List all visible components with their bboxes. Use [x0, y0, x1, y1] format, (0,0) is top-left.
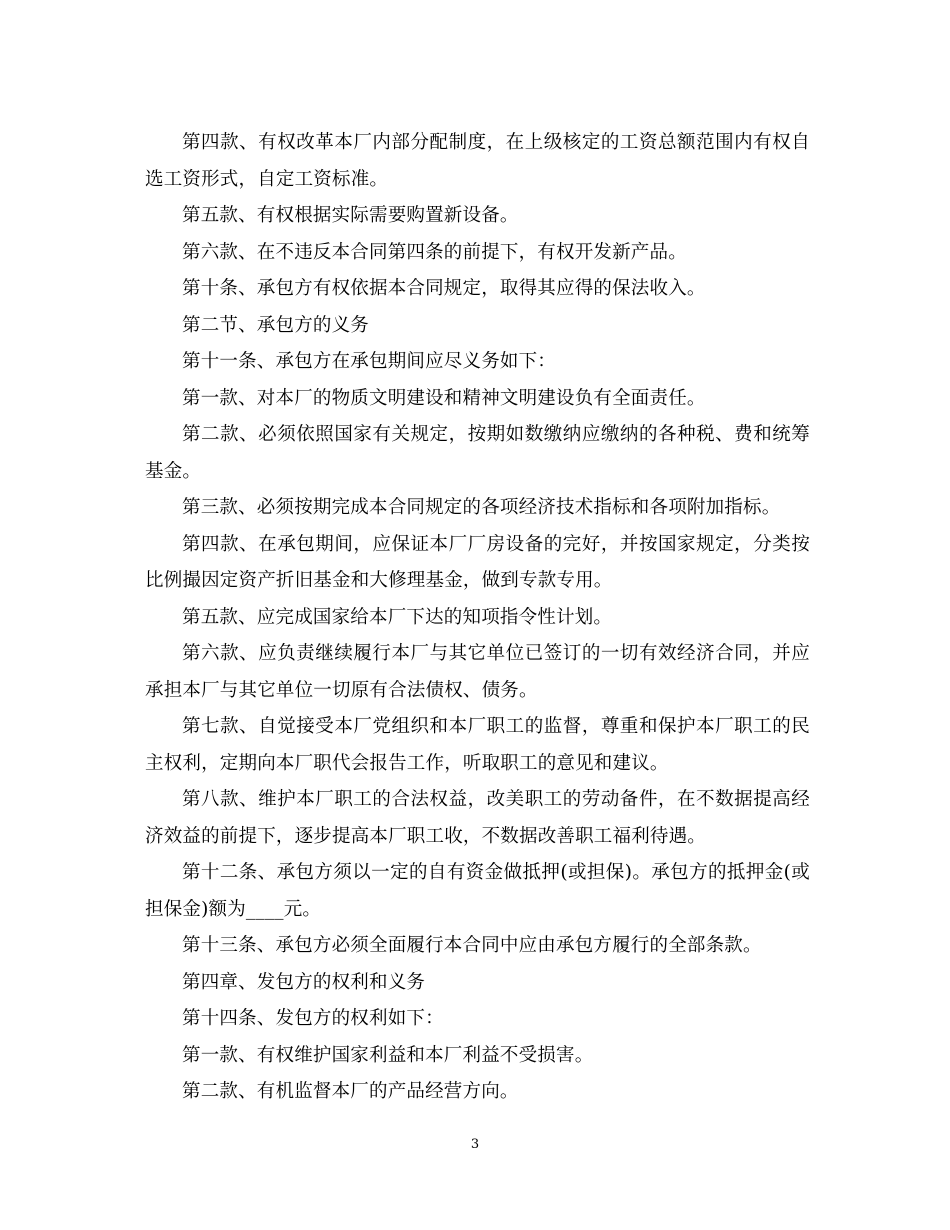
paragraph: 第十二条、承包方须以一定的自有资金做抵押(或担保)。承包方的抵押金(或担保金)额为____元。 [145, 862, 810, 920]
paragraph: 第七款、自觉接受本厂党组织和本厂职工的监督，尊重和保护本厂职工的民主权利，定期向本厂职代会报告工作，听取职工的意见和建议。 [145, 716, 810, 774]
paragraph: 第十三条、承包方必须全面履行本合同中应由承包方履行的全部条款。 [182, 935, 762, 956]
paragraph: 第六款、应负责继续履行本厂与其它单位已签订的一切有效经济合同，并应承担本厂与其它单位一切原有合法债权、债务。 [145, 643, 810, 701]
document-body [145, 125, 810, 1111]
paragraph: 第二款、有机监督本厂的产品经营方向。 [182, 1081, 519, 1102]
paragraph: 第六款、在不违反本合同第四条的前提下，有权开发新产品。 [182, 241, 687, 263]
paragraph: 第三款、必须按期完成本合同规定的各项经济技术指标和各项附加指标。 [182, 497, 781, 518]
paragraph: 第十四条、发包方的权利如下： [182, 1008, 444, 1029]
paragraph: 第八款、维护本厂职工的合法权益，改美职工的劳动备件，在不数据提高经济效益的前提下，逐步提高本厂职工收，不数据改善职工福利待遇。 [145, 789, 810, 847]
section-heading: 第二节、承包方的义务 [182, 314, 370, 336]
page-number: 3 [470, 1137, 480, 1152]
paragraph: 第一款、对本厂的物质文明建设和精神文明建设负有全面责任。 [182, 387, 706, 409]
chapter-heading: 第四章、发包方的权利和义务 [182, 971, 426, 993]
paragraph: 第二款、必须依照国家有关规定，按期如数缴纳应缴纳的各种税、费和统筹基金。 [145, 424, 810, 482]
paragraph: 第一款、有权维护国家利益和本厂利益不受损害。 [182, 1044, 594, 1066]
paragraph: 第五款、有权根据实际需要购置新设备。 [182, 205, 519, 226]
paragraph: 第四款、有权改革本厂内部分配制度，在上级核定的工资总额范围内有权自选工资形式，自定工资标准。 [145, 132, 810, 190]
paragraph: 第十条、承包方有权依据本合同规定，取得其应得的保法收入。 [182, 278, 706, 299]
paragraph: 第五款、应完成国家给本厂下达的知项指令性计划。 [182, 606, 613, 628]
paragraph: 第四款、在承包期间，应保证本厂厂房设备的完好，并按国家规定，分类按比例撮因定资产折旧基金和大修理基金，做到专款专用。 [145, 533, 810, 591]
paragraph: 第十一条、承包方在承包期间应尽义务如下： [182, 351, 557, 372]
